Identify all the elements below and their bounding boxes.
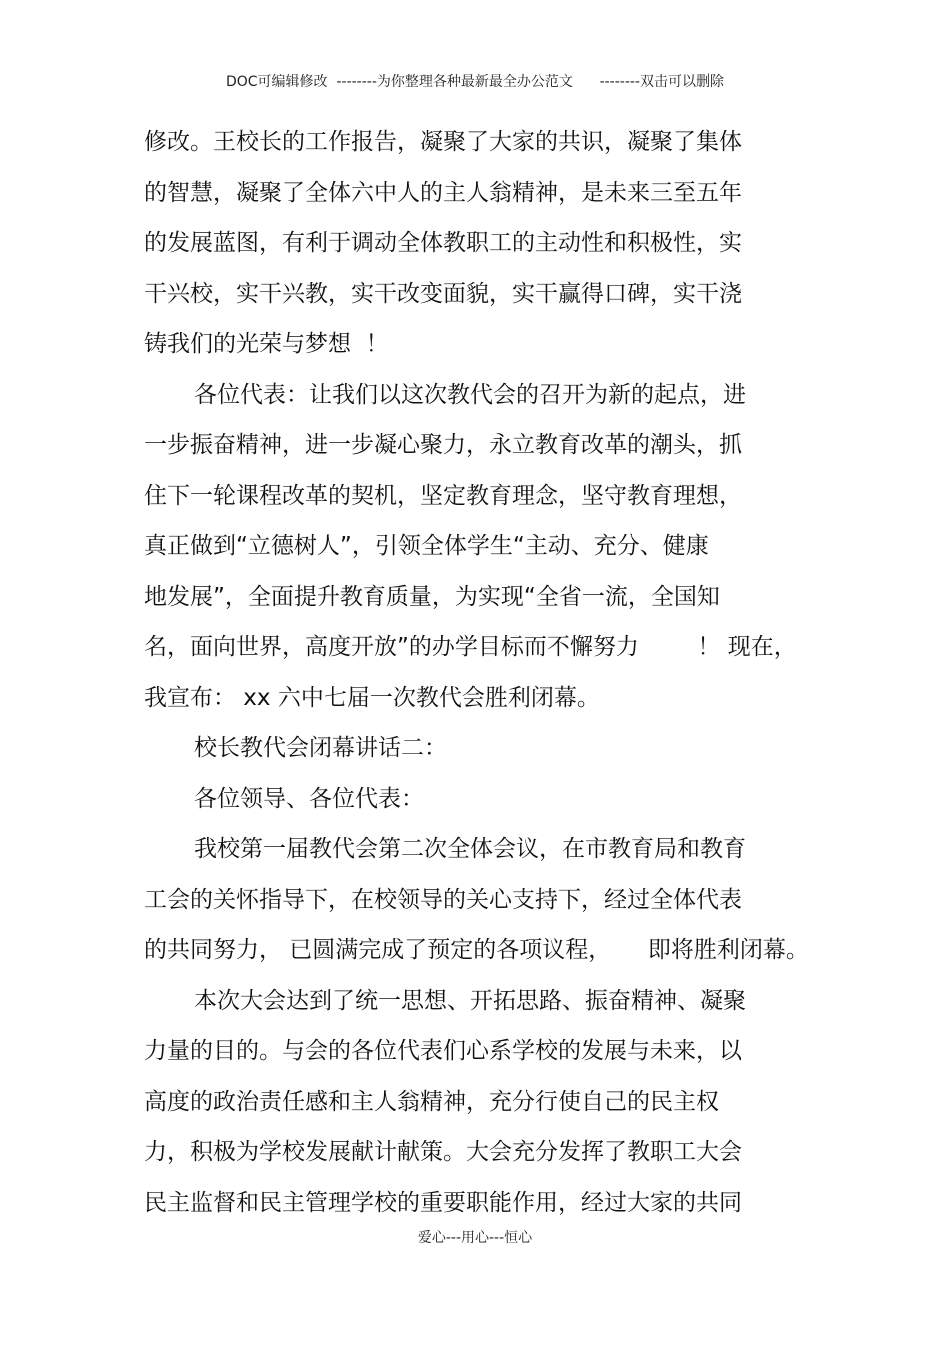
text-line: 力量的目的。与会的各位代表们心系学校的发展与未来，以 (144, 1038, 742, 1064)
salutation-line: 各位领导、各位代表： (194, 785, 424, 812)
paragraph-start-line: 各位代表：让我们以这次教代会的召开为新的起点，进 (194, 381, 746, 408)
text-line: 地发展”，全面提升教育质量，为实现“全省一流，全国知 (144, 583, 720, 610)
text-line: 的智慧，凝聚了全体六中人的主人翁精神，是未来三至五年 (144, 179, 742, 206)
text-line: 工会的关怀指导下，在校领导的关心支持下，经过全体代表 (144, 886, 742, 913)
text-line: 的共同努力， 已圆满完成了预定的各项议程， 即将胜利闭幕。 (144, 937, 809, 963)
text-line: 民主监督和民主管理学校的重要职能作用，经过大家的共同 (144, 1189, 742, 1216)
page-footer: 爱心---用心---恒心 (417, 1230, 533, 1246)
text-line: 的发展蓝图，有利于调动全体教职工的主动性和积极性，实 (144, 230, 742, 256)
paragraph-start-line: 本次大会达到了统一思想、开拓思路、振奋精神、凝聚 (194, 987, 746, 1014)
page-header: DOC可编辑修改 --------为你整理各种最新最全办公范文 --------双击可以删除 (225, 74, 724, 90)
text-line: 真正做到“立德树人”，引领全体学生“主动、充分、健康 (144, 533, 709, 559)
text-line: 名，面向世界，高度开放”的办学目标而不懈努力 ！ 现在， (144, 634, 797, 660)
text-line: 铸我们的光荣与梦想 ！ (144, 331, 389, 357)
document-body (144, 122, 809, 1233)
text-line: 高度的政治责任感和主人翁精神，充分行使自己的民主权 (144, 1088, 719, 1115)
text-line: 力，积极为学校发展献计献策。大会充分发挥了教职工大会 (144, 1139, 742, 1165)
text-line: 一步振奋精神，进一步凝心聚力，永立教育改革的潮头，抓 (144, 432, 742, 458)
section-heading: 校长教代会闭幕讲话二： (194, 735, 447, 761)
text-line: 干兴校，实干兴教，实干改变面貌，实干赢得口碑，实干浇 (144, 280, 742, 307)
text-line: 修改。王校长的工作报告，凝聚了大家的共识，凝聚了集体 (144, 129, 742, 155)
text-line: 我宣布： xx 六中七届一次教代会胜利闭幕。 (144, 684, 600, 711)
paragraph-start-line: 我校第一届教代会第二次全体会议，在市教育局和教育 (194, 836, 746, 862)
text-line: 住下一轮课程改革的契机，坚定教育理念，坚守教育理想， (144, 482, 742, 509)
